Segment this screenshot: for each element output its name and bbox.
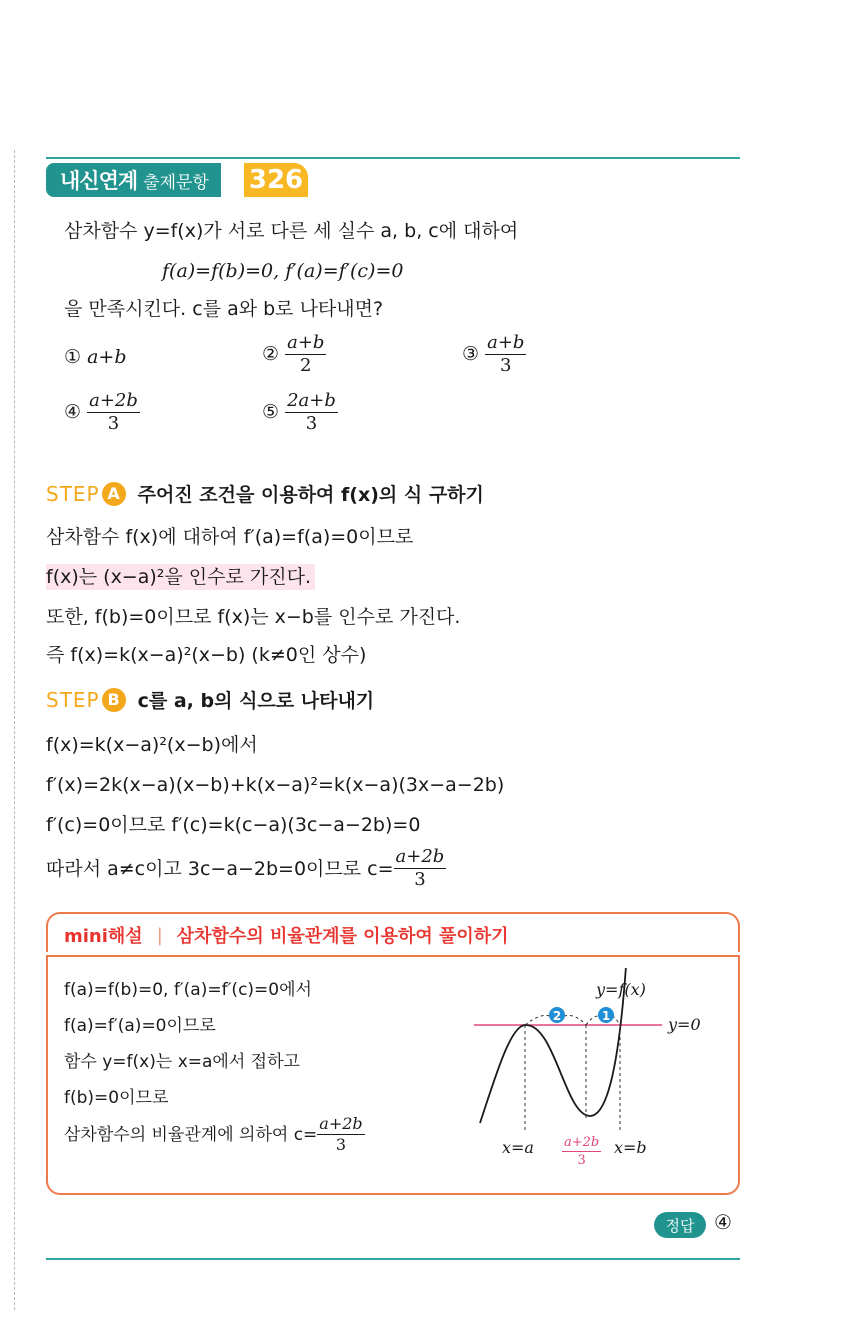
x-c-den: 3: [577, 1153, 586, 1168]
step-b-title: c를 a, b의 식으로 나타내기: [137, 690, 375, 712]
step-b-line-3: f′(c)=0이므로 f′(c)=k(c−a)(3c−a−2b)=0: [46, 814, 421, 836]
x-a-label: x=a: [502, 1138, 534, 1157]
step-a-title: 주어진 조건을 이용하여 f(x)의 식 구하기: [137, 484, 484, 506]
mini-line-5-text: 삼차함수의 비율관계에 의하여 c=: [64, 1124, 318, 1145]
mini-line-5-fraction: [317, 1114, 364, 1155]
choice-4-num: a+2b: [89, 390, 138, 411]
arc-2b: [564, 1015, 586, 1025]
step-a-line-4: 즉 f(x)=k(x−a)²(x−b) (k≠0인 상수): [46, 644, 367, 666]
choice-4-den: 3: [107, 413, 120, 434]
problem-number: 326: [244, 163, 308, 197]
choice-2[interactable]: [262, 332, 326, 377]
choice-3-den: 3: [500, 355, 512, 376]
step-a-letter-badge: A: [102, 482, 126, 506]
step-b-line-1: f(x)=k(x−a)²(x−b)에서: [46, 734, 258, 756]
step-b-line-2: f′(x)=2k(x−a)(x−b)+k(x−a)²=k(x−a)(3x−a−2b): [46, 774, 505, 796]
choice-1[interactable]: [64, 344, 127, 370]
mini-line-4: f(b)=0이므로: [64, 1088, 169, 1108]
mini-line-5-num: a+2b: [319, 1114, 363, 1133]
mini-line-3: 함수 y=f(x)는 x=a에서 접하고: [64, 1052, 300, 1072]
step-b-final-text: 따라서 a≠c이고 3c−a−2b=0이므로 c=: [46, 857, 394, 880]
arc-2: [525, 1015, 550, 1025]
answer-badge: 정답: [654, 1212, 706, 1238]
choice-5-fraction: [285, 390, 338, 435]
header-badge: [46, 163, 221, 197]
mini-line-1: f(a)=f(b)=0, f′(a)=f′(c)=0에서: [64, 980, 312, 1000]
step-a-line-1: 삼차함수 f(x)에 대하여 f′(a)=f(a)=0이므로: [46, 526, 414, 548]
arc-1: [586, 1016, 600, 1025]
footer-rule: [46, 1258, 740, 1260]
choice-3-num: a+b: [487, 332, 525, 353]
mini-line-5: [64, 1114, 365, 1155]
choice-3[interactable]: [462, 332, 526, 377]
choice-5-num: 2a+b: [287, 390, 336, 411]
answer-value: ④: [714, 1210, 732, 1234]
choice-4-fraction: [87, 390, 140, 435]
step-a-line-2-highlight: f(x)는 (x−a)²을 인수로 가진다.: [46, 564, 315, 590]
marker-1-label: 1: [601, 1009, 611, 1023]
axis-label: y=0: [668, 1015, 701, 1034]
problem-line-3: 을 만족시킨다. c를 a와 b로 나타내면?: [64, 298, 384, 320]
choice-5-mark: ⑤: [262, 401, 280, 423]
mini-line-2: f(a)=f′(a)=0이므로: [64, 1016, 216, 1036]
choice-1-text: a+b: [87, 346, 127, 368]
step-b-final: [46, 846, 446, 891]
step-b-final-fraction: [394, 846, 447, 891]
curve-label: y=f(x): [596, 980, 646, 999]
choice-3-fraction: [485, 332, 526, 377]
mini-title-text: 삼차함수의 비율관계를 이용하여 풀이하기: [176, 926, 509, 947]
mini-line-5-den: 3: [335, 1135, 347, 1154]
mini-title-separator: |: [156, 924, 163, 946]
header-badge-bold: 내신연계: [60, 169, 138, 193]
step-b-final-num: a+2b: [395, 846, 445, 867]
x-b-label: x=b: [614, 1138, 647, 1157]
step-b-letter-badge: B: [102, 688, 126, 712]
x-c-num: a+2b: [564, 1135, 600, 1150]
step-b-heading: [46, 686, 374, 713]
step-b-final-den: 3: [414, 869, 426, 890]
problem-line-1: 삼차함수 y=f(x)가 서로 다른 세 실수 a, b, c에 대하여: [64, 220, 519, 242]
choice-5-den: 3: [305, 413, 318, 434]
choice-1-mark: ①: [64, 346, 82, 368]
choice-4[interactable]: [64, 390, 140, 435]
header-badge-text: 출제문항: [143, 172, 209, 193]
choice-4-mark: ④: [64, 401, 82, 423]
choice-5[interactable]: [262, 390, 338, 435]
mini-title: [64, 922, 509, 948]
choice-2-num: a+b: [287, 332, 325, 353]
step-b-label: STEP: [46, 687, 100, 712]
marker-2-label: 2: [552, 1009, 562, 1023]
step-a-heading: [46, 480, 484, 507]
x-c-fraction: [562, 1134, 601, 1169]
choice-2-den: 2: [300, 355, 312, 376]
margin-guide: [14, 150, 15, 1310]
choice-2-mark: ②: [262, 343, 280, 365]
step-a-label: STEP: [46, 481, 100, 506]
mini-title-label: mini해설: [64, 926, 143, 947]
choice-2-fraction: [285, 332, 326, 377]
header-rule: [46, 157, 740, 159]
problem-line-2: f(a)=f(b)=0, f′(a)=f′(c)=0: [162, 260, 404, 282]
step-a-line-3: 또한, f(b)=0이므로 f(x)는 x−b를 인수로 가진다.: [46, 606, 461, 628]
choice-3-mark: ③: [462, 343, 480, 365]
